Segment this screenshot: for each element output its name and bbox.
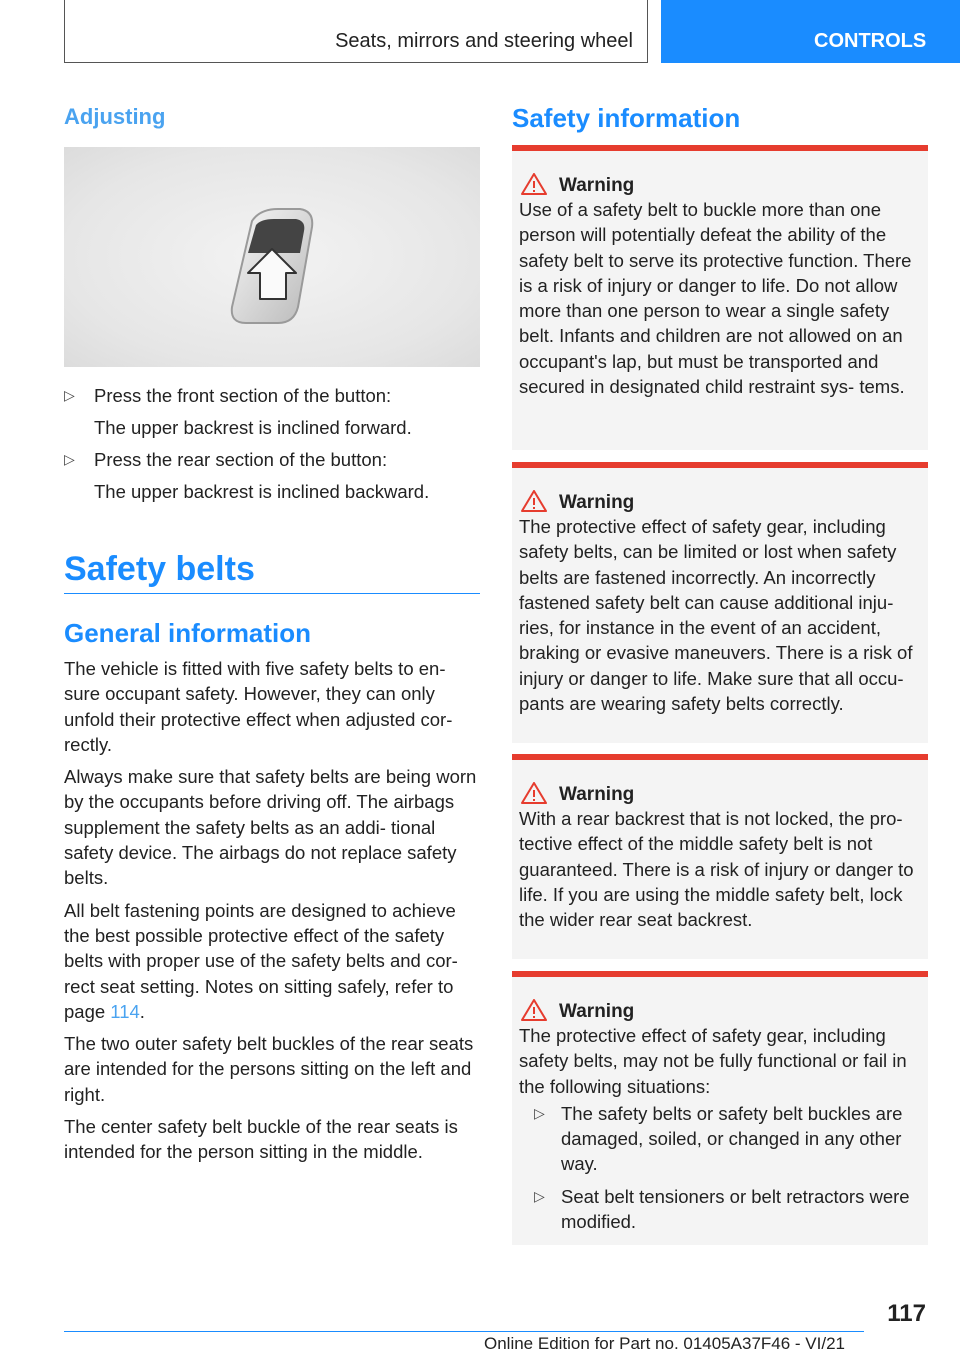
- backrest-button-image: [64, 147, 480, 367]
- warning-title: Warning: [559, 1001, 635, 1022]
- general-information-body: [64, 656, 480, 1172]
- warning-text: [512, 1015, 928, 1234]
- header-tab: [661, 0, 960, 63]
- warning-triangle-icon: [521, 490, 547, 512]
- safety-information-heading: Safety information: [512, 103, 741, 133]
- warning-title: Warning: [559, 175, 635, 196]
- header-tab-label: CONTROLS: [814, 30, 927, 52]
- list-item-text: Seat belt tensioners or belt retractors were modified.: [561, 1185, 910, 1233]
- warning-text: The protective effect of safety gear, including safety belts, can be limited or lost when safety belts are fastened incorrectly. An incorrectly fastened safety belt can cause additional inju‐ ries, for instance in the event of an accident, braking or evasive maneuvers. There is a risk of injury or danger to life. Make sure that all occu‐ pants are wearing safety belts correctly.: [519, 516, 913, 715]
- paragraph: The two outer safety belt buckles of the rear seats are intended for the persons sitting on the left and right.: [64, 1033, 474, 1105]
- warning-title: Warning: [559, 784, 635, 805]
- paragraph-text: All belt fastening points are designed to achieve the best possible protective effect of the safety belts with proper use of the safety belts and cor‐ rect seat setting. Notes on sitting safely, refer to page: [64, 899, 458, 1022]
- page-number: 117: [887, 1300, 926, 1327]
- adjusting-list: [64, 383, 480, 511]
- backrest-button-illustration: [64, 147, 480, 367]
- list-item-text: Press the front section of the button:: [94, 385, 392, 406]
- warning-text: With a rear backrest that is not locked, the pro‐ tective effect of the middle safety belt is not guaranteed. There is a risk of injury or danger to life. If you are using the middle safety belt, lock the wider rear seat backrest.: [519, 808, 914, 931]
- header-section-box: [64, 0, 648, 63]
- header-section-title: Seats, mirrors and steering wheel: [335, 30, 633, 52]
- general-information-heading: General information: [64, 618, 312, 648]
- list-item: [64, 447, 480, 504]
- list-item: [64, 383, 480, 440]
- triangle-bullet-icon: ▷: [534, 1187, 545, 1204]
- warning-box: [512, 754, 928, 959]
- triangle-bullet-icon: ▷: [534, 1104, 545, 1121]
- warning-title: Warning: [559, 492, 635, 513]
- paragraph-with-reference: [64, 898, 480, 1024]
- warning-box: [512, 145, 928, 450]
- footer-rule: [64, 1331, 864, 1332]
- warning-box: [512, 971, 928, 1245]
- paragraph: The center safety belt buckle of the rear seats is intended for the person sitting in the middle.: [64, 1116, 458, 1163]
- warning-triangle-icon: [521, 173, 547, 195]
- list-item-text: The safety belts or safety belt buckles are damaged, soiled, or changed in any other way.: [561, 1102, 903, 1175]
- warning-triangle-icon: [521, 999, 547, 1021]
- adjusting-heading: Adjusting: [64, 104, 166, 129]
- paragraph: Always make sure that safety belts are being worn by the occupants before driving off. The airbags supplement the safety belts as an addi‐ tional safety device. The airbags do not replace safety belts.: [64, 766, 477, 889]
- list-item: [519, 1101, 920, 1177]
- warning-intro: The protective effect of safety gear, including safety belts, may not be fully functional or fail in the following situations:: [519, 1025, 907, 1097]
- heading-rule: [64, 593, 480, 594]
- list-item: [519, 1184, 920, 1235]
- list-item-result: The upper backrest is inclined backward.: [94, 481, 430, 502]
- edition-text: Online Edition for Part no. 01405A37F46 - VI/21: [484, 1334, 846, 1353]
- warning-list: [519, 1101, 920, 1234]
- safety-belts-heading: Safety belts: [64, 550, 255, 588]
- page-reference-link[interactable]: 114: [110, 1000, 140, 1022]
- triangle-bullet-icon: ▷: [64, 387, 75, 403]
- list-item-result: The upper backrest is inclined forward.: [94, 417, 412, 438]
- list-item-text: Press the rear section of the button:: [94, 449, 388, 470]
- paragraph: The vehicle is fitted with five safety belts to en‐ sure occupant safety. However, they can only unfold their protective effect when adjusted cor‐ rectly.: [64, 658, 453, 755]
- warning-box: [512, 462, 928, 743]
- triangle-bullet-icon: ▷: [64, 451, 75, 467]
- warning-text: Use of a safety belt to buckle more than one person will potentially defeat the ability of the safety belt to serve its protective function. There is a risk of injury or danger to life. Do not allow more than one person to wear a single safety belt. Infants and children are not allowed on an occupant's lap, but must be transported and secured in designated child restraint sys‐ tems.: [519, 199, 912, 398]
- warning-triangle-icon: [521, 782, 547, 804]
- paragraph-end: .: [139, 1000, 145, 1022]
